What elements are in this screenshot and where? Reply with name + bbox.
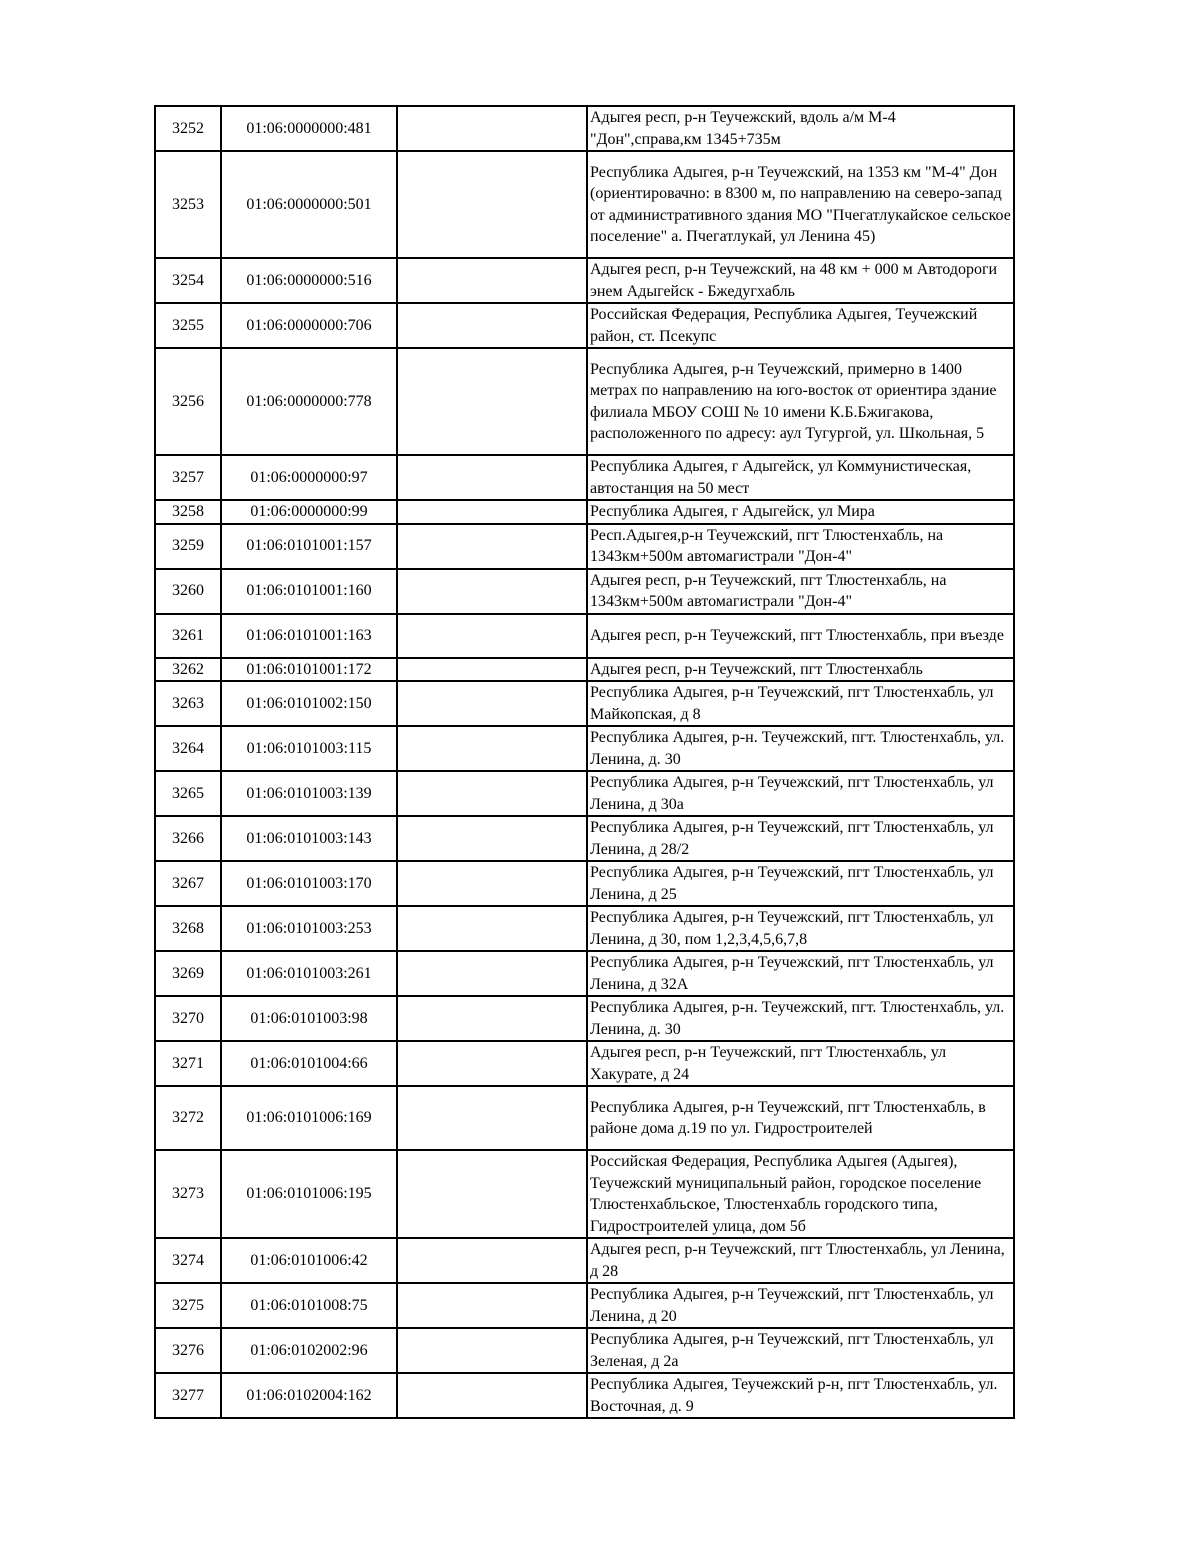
table-row [155,951,1014,996]
row-number-cell: 3260 [155,569,221,614]
address-cell: Республика Адыгея, р-н Теучежский, пгт Тлюстенхабль, ул Ленина, д 28/2 [587,816,1014,861]
table-row [155,569,1014,614]
note-cell [397,996,587,1041]
note-cell [397,303,587,348]
cadastral-number-cell: 01:06:0000000:706 [221,303,397,348]
note-cell [397,681,587,726]
cadastral-number-cell: 01:06:0101003:115 [221,726,397,771]
row-number-cell: 3252 [155,106,221,151]
row-number-cell: 3259 [155,524,221,569]
note-cell [397,1086,587,1150]
row-number-cell: 3253 [155,151,221,258]
cadastral-number-cell: 01:06:0101003:170 [221,861,397,906]
address-cell: Республика Адыгея, р-н Теучежский, пгт Тлюстенхабль, ул Ленина, д 30, пом 1,2,3,4,5,6,7,8 [587,906,1014,951]
cadastral-number-cell: 01:06:0101003:253 [221,906,397,951]
row-number-cell: 3273 [155,1150,221,1238]
table-row [155,614,1014,658]
cadastral-number-cell: 01:06:0101003:143 [221,816,397,861]
note-cell [397,861,587,906]
cadastral-number-cell: 01:06:0101001:163 [221,614,397,658]
address-cell: Адыгея респ, р-н Теучежский, пгт Тлюстенхабль, при въезде [587,614,1014,658]
property-table [154,105,1015,1419]
cadastral-number-cell: 01:06:0101003:98 [221,996,397,1041]
table-row [155,861,1014,906]
note-cell [397,1238,587,1283]
address-cell: Республика Адыгея, р-н Теучежский, пгт Тлюстенхабль, ул Ленина, д 30а [587,771,1014,816]
cadastral-number-cell: 01:06:0101006:195 [221,1150,397,1238]
address-cell: Республика Адыгея, р-н Теучежский, пгт Тлюстенхабль, ул Ленина, д 25 [587,861,1014,906]
table-row [155,348,1014,455]
address-cell: Республика Адыгея, р-н Теучежский, пгт Тлюстенхабль, ул Ленина, д 20 [587,1283,1014,1328]
note-cell [397,906,587,951]
row-number-cell: 3263 [155,681,221,726]
cadastral-number-cell: 01:06:0101001:160 [221,569,397,614]
row-number-cell: 3265 [155,771,221,816]
note-cell [397,258,587,303]
address-cell: Российская Федерация, Республика Адыгея (Адыгея), Теучежский муниципальный район, городское поселение Тлюстенхабльское, Тлюстенхабль городского типа, Гидростроителей улица, дом 5б [587,1150,1014,1238]
address-cell: Республика Адыгея, г Адыгейск, ул Коммунистическая, автостанция на 50 мест [587,455,1014,500]
note-cell [397,500,587,524]
cadastral-number-cell: 01:06:0102002:96 [221,1328,397,1373]
table-row [155,816,1014,861]
address-cell: Республика Адыгея, г Адыгейск, ул Мира [587,500,1014,524]
table-row [155,1041,1014,1086]
address-cell: Республика Адыгея, р-н. Теучежский, пгт. Тлюстенхабль, ул. Ленина, д. 30 [587,726,1014,771]
note-cell [397,1041,587,1086]
row-number-cell: 3261 [155,614,221,658]
row-number-cell: 3276 [155,1328,221,1373]
row-number-cell: 3257 [155,455,221,500]
table-row [155,1373,1014,1418]
table-row [155,771,1014,816]
table-row [155,455,1014,500]
note-cell [397,455,587,500]
note-cell [397,658,587,682]
cadastral-number-cell: 01:06:0101001:157 [221,524,397,569]
note-cell [397,614,587,658]
cadastral-number-cell: 01:06:0000000:501 [221,151,397,258]
row-number-cell: 3255 [155,303,221,348]
table-row [155,906,1014,951]
table-row [155,1283,1014,1328]
table-body [155,106,1014,1418]
table-row [155,1238,1014,1283]
table-row [155,681,1014,726]
note-cell [397,1373,587,1418]
table-row [155,1150,1014,1238]
table-row [155,524,1014,569]
row-number-cell: 3256 [155,348,221,455]
note-cell [397,524,587,569]
cadastral-number-cell: 01:06:0000000:481 [221,106,397,151]
address-cell: Российская Федерация, Республика Адыгея, Теучежский район, ст. Псекупс [587,303,1014,348]
cadastral-number-cell: 01:06:0101008:75 [221,1283,397,1328]
note-cell [397,816,587,861]
address-cell: Адыгея респ, р-н Теучежский, пгт Тлюстенхабль, ул Ленина, д 28 [587,1238,1014,1283]
address-cell: Республика Адыгея, р-н Теучежский, пгт Тлюстенхабль, ул Ленина, д 32А [587,951,1014,996]
note-cell [397,771,587,816]
table-row [155,658,1014,682]
address-cell: Респ.Адыгея,р-н Теучежский, пгт Тлюстенхабль, на 1343км+500м автомагистрали "Дон-4" [587,524,1014,569]
note-cell [397,106,587,151]
row-number-cell: 3262 [155,658,221,682]
cadastral-number-cell: 01:06:0000000:99 [221,500,397,524]
cadastral-number-cell: 01:06:0000000:516 [221,258,397,303]
note-cell [397,726,587,771]
address-cell: Республика Адыгея, р-н Теучежский, на 1353 км "М-4" Дон (ориентировачно: в 8300 м, по направлению на северо-запад от административного здания МО "Пчегатлукайское сельское поселение" а. Пчегатлукай, ул Ленина 45) [587,151,1014,258]
cadastral-number-cell: 01:06:0101003:261 [221,951,397,996]
table-row [155,303,1014,348]
row-number-cell: 3266 [155,816,221,861]
row-number-cell: 3268 [155,906,221,951]
address-cell: Адыгея респ, р-н Теучежский, пгт Тлюстенхабль, на 1343км+500м автомагистрали "Дон-4" [587,569,1014,614]
row-number-cell: 3275 [155,1283,221,1328]
row-number-cell: 3264 [155,726,221,771]
note-cell [397,1283,587,1328]
address-cell: Республика Адыгея, р-н. Теучежский, пгт. Тлюстенхабль, ул. Ленина, д. 30 [587,996,1014,1041]
note-cell [397,1150,587,1238]
note-cell [397,151,587,258]
row-number-cell: 3271 [155,1041,221,1086]
cadastral-number-cell: 01:06:0000000:778 [221,348,397,455]
note-cell [397,1328,587,1373]
address-cell: Республика Адыгея, Теучежский р-н, пгт Тлюстенхабль, ул. Восточная, д. 9 [587,1373,1014,1418]
row-number-cell: 3254 [155,258,221,303]
table-row [155,726,1014,771]
row-number-cell: 3274 [155,1238,221,1283]
table-row [155,151,1014,258]
table-row [155,996,1014,1041]
address-cell: Адыгея респ, р-н Теучежский, вдоль а/м М-4 "Дон",справа,км 1345+735м [587,106,1014,151]
address-cell: Республика Адыгея, р-н Теучежский, примерно в 1400 метрах по направлению на юго-восток от ориентира здание филиала МБОУ СОШ № 10 имени К.Б.Бжигакова, расположенного по адресу: аул Тугургой, ул. Школьная, 5 [587,348,1014,455]
address-cell: Республика Адыгея, р-н Теучежский, пгт Тлюстенхабль, в районе дома д.19 по ул. Гидростроителей [587,1086,1014,1150]
address-cell: Адыгея респ, р-н Теучежский, на 48 км + 000 м Автодороги энем Адыгейск - Бжедугхабль [587,258,1014,303]
note-cell [397,348,587,455]
address-cell: Адыгея респ, р-н Теучежский, пгт Тлюстенхабль [587,658,1014,682]
cadastral-number-cell: 01:06:0101001:172 [221,658,397,682]
cadastral-number-cell: 01:06:0101006:169 [221,1086,397,1150]
cadastral-number-cell: 01:06:0101004:66 [221,1041,397,1086]
cadastral-number-cell: 01:06:0000000:97 [221,455,397,500]
row-number-cell: 3267 [155,861,221,906]
row-number-cell: 3270 [155,996,221,1041]
row-number-cell: 3269 [155,951,221,996]
row-number-cell: 3272 [155,1086,221,1150]
note-cell [397,951,587,996]
table-row [155,1328,1014,1373]
table-row [155,1086,1014,1150]
address-cell: Адыгея респ, р-н Теучежский, пгт Тлюстенхабль, ул Хакурате, д 24 [587,1041,1014,1086]
row-number-cell: 3258 [155,500,221,524]
address-cell: Республика Адыгея, р-н Теучежский, пгт Тлюстенхабль, ул Зеленая, д 2а [587,1328,1014,1373]
note-cell [397,569,587,614]
table-row [155,258,1014,303]
address-cell: Республика Адыгея, р-н Теучежский, пгт Тлюстенхабль, ул Майкопская, д 8 [587,681,1014,726]
table-row [155,106,1014,151]
cadastral-number-cell: 01:06:0101002:150 [221,681,397,726]
table-row [155,500,1014,524]
cadastral-number-cell: 01:06:0102004:162 [221,1373,397,1418]
cadastral-number-cell: 01:06:0101006:42 [221,1238,397,1283]
cadastral-number-cell: 01:06:0101003:139 [221,771,397,816]
row-number-cell: 3277 [155,1373,221,1418]
